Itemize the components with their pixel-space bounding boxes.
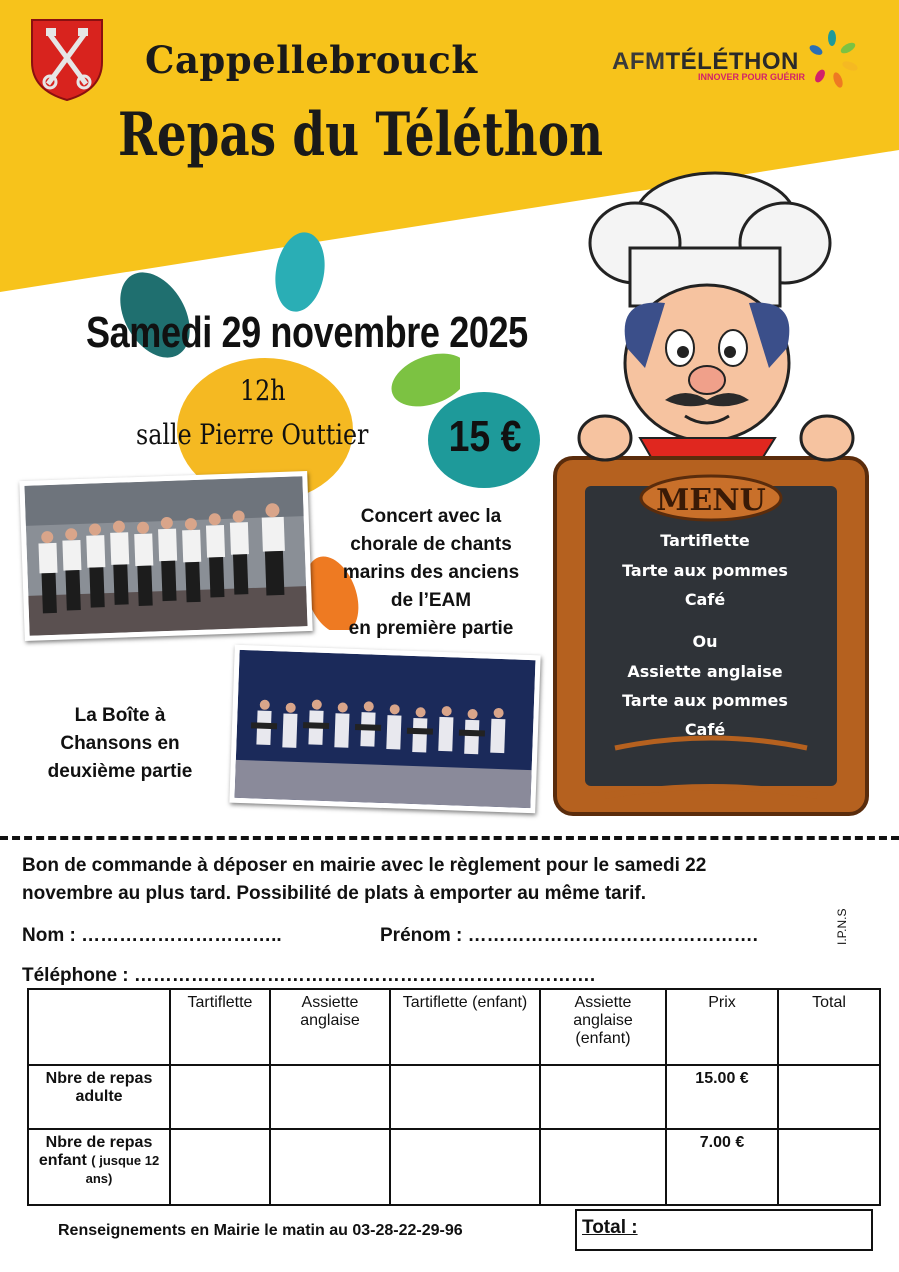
event-venue: salle Pierre Outtier: [136, 418, 369, 451]
price-cell: 15.00 €: [666, 1065, 778, 1129]
qty-cell[interactable]: [270, 1065, 390, 1129]
table-header-row: [28, 989, 880, 1065]
qty-cell[interactable]: [390, 1065, 540, 1129]
menu-item: Café: [684, 590, 726, 609]
menu-item: Assiette anglaise: [627, 662, 783, 681]
qty-cell[interactable]: [270, 1129, 390, 1205]
boite-photo-image: [235, 650, 536, 808]
qty-cell[interactable]: [390, 1129, 540, 1205]
concert-line: de l’EAM: [390, 590, 472, 611]
event-date: Samedi 29 novembre 2025: [86, 308, 528, 357]
total-cell[interactable]: [778, 1065, 880, 1129]
total-cell[interactable]: [778, 1129, 880, 1205]
prenom-field[interactable]: Prénom : ……………………………………….: [380, 925, 758, 946]
order-instructions: [22, 852, 822, 908]
concert-line: en première partie: [348, 618, 514, 639]
ipns-label: I.P.N.S: [835, 908, 849, 945]
table-header: Assiette anglaise: [270, 989, 390, 1065]
event-time: 12h: [240, 374, 286, 407]
event-price: 15 €: [448, 412, 522, 461]
boite-photo: [229, 645, 540, 814]
boite-line: La Boîte à: [74, 705, 166, 726]
concert-description: [326, 503, 536, 643]
table-header: Tartiflette (enfant): [390, 989, 540, 1065]
table-row: [28, 1065, 880, 1129]
afm-slogan: INNOVER POUR GUÉRIR: [698, 72, 806, 82]
row-label-text: Nbre de repas adulte: [45, 1070, 153, 1105]
choir-photo-image: [24, 476, 307, 636]
afm-name-part2: TÉLÉTHON: [665, 48, 799, 75]
order-instructions-line: Bon de commande à déposer en mairie avec le règlement pour le samedi 22: [22, 855, 707, 876]
boite-description: [34, 702, 206, 786]
boite-line: deuxième partie: [47, 761, 193, 782]
grand-total-label: Total :: [582, 1217, 638, 1238]
telephone-field[interactable]: Téléphone : ……………………………………………………………….: [22, 965, 596, 986]
menu-sign-text: MENU: [656, 483, 766, 518]
choir-photo: [19, 471, 312, 641]
table-row: [28, 1129, 880, 1205]
menu-item: Ou: [692, 632, 718, 651]
row-label: [28, 1065, 170, 1129]
row-label-text: Nbre de repas enfant: [38, 1134, 153, 1169]
qty-cell[interactable]: [170, 1129, 270, 1205]
afm-telethon-logo: [612, 48, 806, 82]
qty-cell[interactable]: [540, 1129, 666, 1205]
order-table: [27, 988, 881, 1206]
afm-name-part1: AFM: [612, 48, 666, 75]
order-instructions-line: novembre au plus tard. Possibilité de plats à emporter au même tarif.: [22, 883, 647, 904]
row-label: [28, 1129, 170, 1205]
town-name: Cappellebrouck: [145, 38, 478, 82]
nom-field[interactable]: Nom : …………………………..: [22, 925, 282, 946]
afm-sun-icon: [806, 30, 858, 88]
info-line: Renseignements en Mairie le matin au 03-28-22-29-96: [58, 1222, 463, 1239]
table-header: [28, 989, 170, 1065]
table-header: Tartiflette: [170, 989, 270, 1065]
menu-item: Tartiflette: [660, 531, 750, 550]
concert-line: marins des anciens: [342, 562, 520, 583]
event-title: Repas du Téléthon: [118, 100, 604, 170]
table-header: Total: [778, 989, 880, 1065]
concert-line: chorale de chants: [350, 534, 512, 555]
menu-item: Tarte aux pommes: [622, 561, 788, 580]
concert-line: Concert avec la: [360, 506, 502, 527]
coat-of-arms-icon: [30, 18, 104, 102]
row-label-note: ( jusque 12 ans): [85, 1153, 160, 1186]
menu-item: Café: [684, 720, 726, 739]
qty-cell[interactable]: [540, 1065, 666, 1129]
cut-line: [0, 836, 899, 840]
boite-line: Chansons en: [60, 733, 180, 754]
qty-cell[interactable]: [170, 1065, 270, 1129]
price-cell: 7.00 €: [666, 1129, 778, 1205]
table-header: Assiette anglaise (enfant): [540, 989, 666, 1065]
menu-item: Tarte aux pommes: [622, 691, 788, 710]
table-header: Prix: [666, 989, 778, 1065]
